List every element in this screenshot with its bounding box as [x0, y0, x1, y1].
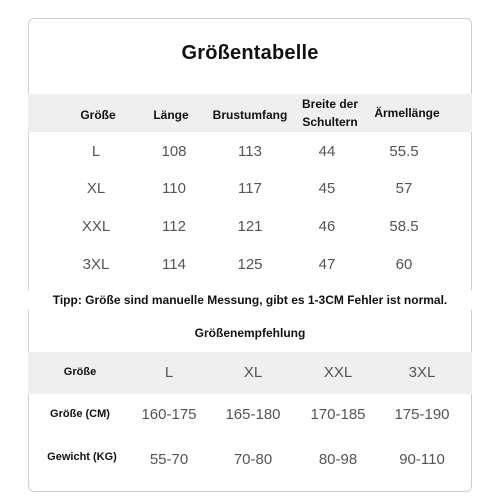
table-cell: 44 [318, 143, 336, 160]
table-cell: 121 [237, 218, 263, 235]
header-aermellaenge: Ärmellänge [374, 106, 440, 120]
table-cell: 114 [162, 256, 186, 273]
table-cell: 160-175 [141, 406, 197, 423]
table-cell: 46 [318, 218, 336, 235]
table-cell: 113 [238, 143, 262, 160]
table-cell: XXL [81, 218, 111, 235]
recommendation-header-label: Größe [63, 366, 97, 378]
table-cell: 55.5 [389, 143, 419, 160]
table-cell: L [91, 143, 101, 160]
table-cell: 112 [162, 218, 186, 235]
table-cell: 3XL [82, 256, 110, 273]
table-cell: XL [86, 180, 106, 197]
table-cell: 58.5 [389, 218, 419, 235]
header-groesse: Größe [80, 108, 116, 122]
table-cell: 55-70 [149, 451, 189, 468]
table-cell: 175-190 [394, 406, 450, 423]
table-cell: 170-185 [310, 406, 366, 423]
header-schulterbreite: Breite der Schultern [301, 97, 359, 129]
recommendation-size-xxl: XXL [323, 364, 353, 381]
table-cell: 165-180 [225, 406, 281, 423]
table-cell: 117 [238, 180, 262, 197]
recommendation-size-xl: XL [243, 364, 263, 381]
header-laenge: Länge [153, 108, 189, 122]
table-cell: 108 [161, 143, 187, 160]
table-cell: 45 [318, 180, 336, 197]
header-brustumfang: Brustumfang [212, 108, 288, 122]
table-cell: 80-98 [318, 451, 358, 468]
table-cell: 57 [395, 180, 413, 197]
recommendation-title: Größenempfehlung [194, 326, 306, 340]
page-title: Größentabelle [181, 42, 319, 64]
measurement-tip: Tipp: Größe sind manuelle Messung, gibt es 1-3CM Fehler ist normal. [0, 290, 500, 310]
recommendation-size-l: L [164, 364, 174, 381]
recommendation-row-label: Gewicht (KG) [47, 451, 117, 463]
table-cell: 90-110 [399, 451, 445, 468]
recommendation-row-label: Größe (CM) [50, 408, 110, 420]
recommendation-size-3xl: 3XL [408, 364, 436, 381]
table-cell: 47 [318, 256, 336, 273]
table-cell: 70-80 [233, 451, 273, 468]
table-cell: 125 [237, 256, 263, 273]
table-cell: 60 [395, 256, 413, 273]
table-cell: 110 [162, 180, 186, 197]
